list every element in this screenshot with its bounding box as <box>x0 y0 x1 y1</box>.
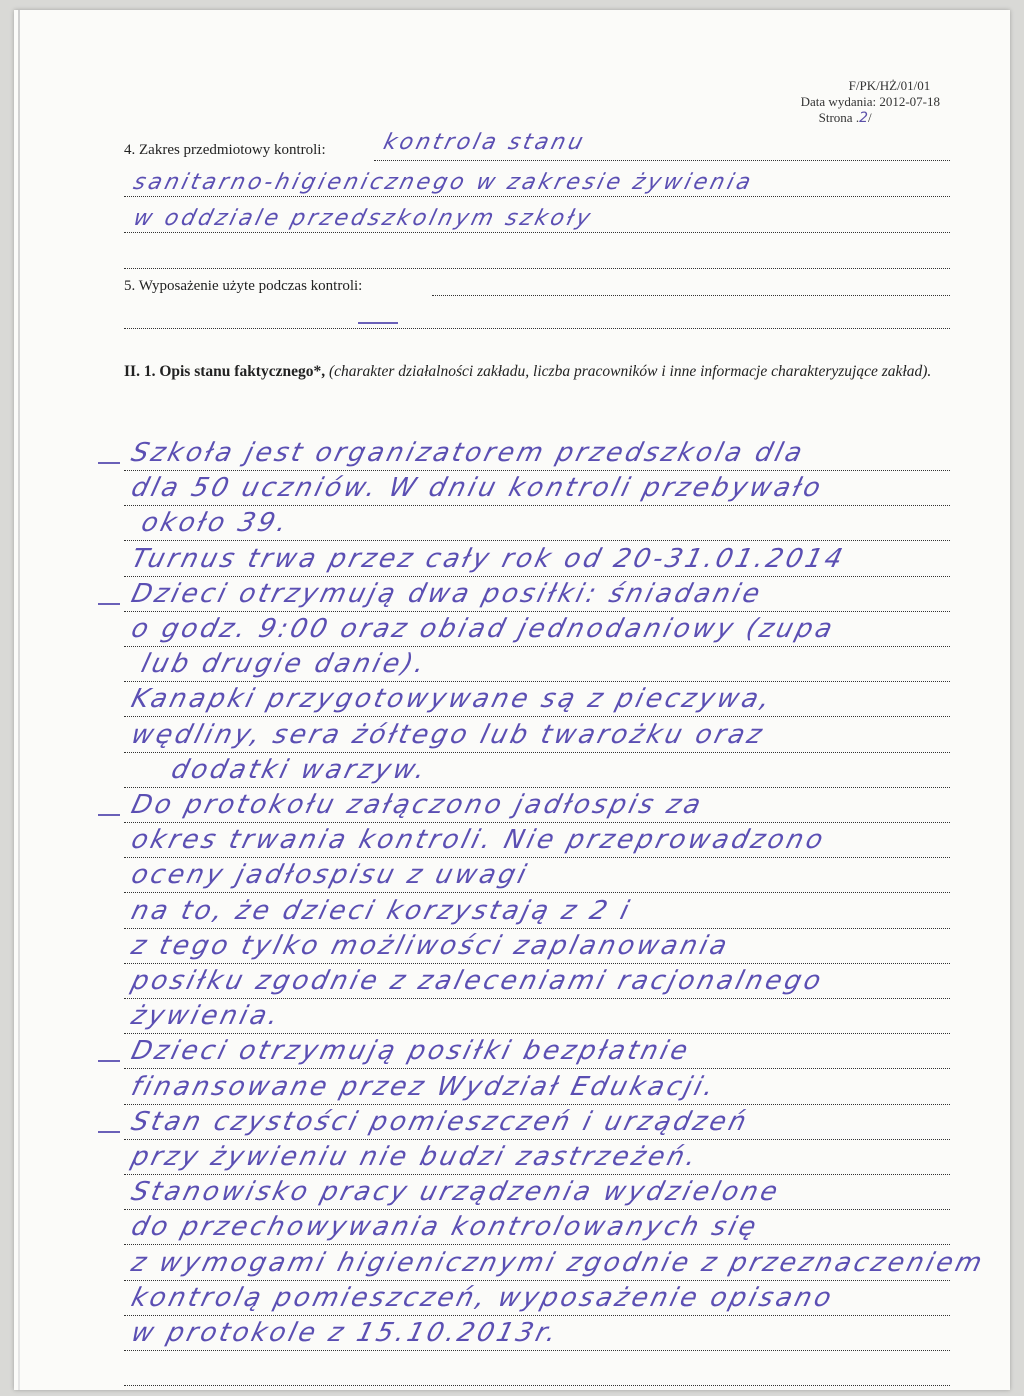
dotted-line <box>124 1174 950 1175</box>
section-4-hand-3: w oddziale przedszkolnym szkoły <box>130 206 596 231</box>
dotted-line <box>124 892 950 893</box>
scan-edge-shadow <box>18 10 20 1390</box>
dotted-line <box>124 857 950 858</box>
handwritten-line: z tego tylko możliwości zaplanowania <box>128 930 733 961</box>
page-sep: / <box>868 110 872 125</box>
dotted-line <box>124 787 950 788</box>
dotted-line <box>124 470 950 471</box>
dotted-line <box>124 1139 950 1140</box>
handwritten-line: finansowane przez Wydział Edukacji. <box>128 1071 720 1102</box>
doc-code: F/PK/HŻ/01/01 <box>848 78 931 93</box>
dotted-line <box>124 1209 950 1210</box>
page-label: Strona . <box>818 110 860 125</box>
dotted-line <box>124 576 950 577</box>
handwritten-dash <box>98 1060 120 1062</box>
handwritten-line: wędliny, sera żółtego lub twarożku oraz <box>128 719 768 750</box>
issue-date: Data wydania: 2012-07-18 <box>800 94 940 109</box>
dotted-line <box>124 268 950 269</box>
handwritten-line: Kanapki przygotowywane są z pieczywa, <box>128 684 776 715</box>
dotted-line <box>124 822 950 823</box>
dotted-line <box>124 963 950 964</box>
handwritten-line: żywienia. <box>128 1001 285 1032</box>
handwritten-line: posiłku zgodnie z zaleceniami racjonalnego <box>128 966 827 996</box>
dotted-line <box>432 295 950 296</box>
handwritten-line: Do protokołu załączono jadłospis za <box>128 790 707 820</box>
page-number: 2 <box>859 110 869 126</box>
document-header <box>801 78 940 126</box>
dotted-line <box>374 160 950 161</box>
dotted-line <box>124 752 950 753</box>
handwritten-line: o godz. 9:00 oraz obiad jednodaniowy (zupa <box>128 614 839 644</box>
dotted-line <box>124 716 950 717</box>
section-5-label: 5. Wyposażenie użyte podczas kontroli: <box>124 278 363 294</box>
handwritten-line: Dzieci otrzymują dwa posiłki: śniadanie <box>128 578 766 609</box>
section-4-label: 4. Zakres przedmiotowy kontroli: <box>124 142 326 158</box>
dotted-line <box>124 1068 950 1069</box>
dotted-line <box>124 646 950 647</box>
handwritten-line: okres trwania kontroli. Nie przeprowadzono <box>128 825 829 856</box>
handwritten-line: przy żywieniu nie budzi zastrzeżeń. <box>128 1142 702 1172</box>
dotted-line <box>124 1315 950 1316</box>
dotted-line <box>124 928 950 929</box>
handwritten-line: Szkoła jest organizatorem przedszkola dla <box>128 438 809 468</box>
handwritten-line: w protokole z 15.10.2013r. <box>128 1318 563 1348</box>
handwritten-line: lub drugie danie). <box>138 649 431 680</box>
page-indicator <box>801 110 940 126</box>
dotted-line <box>124 328 950 329</box>
dotted-line <box>124 998 950 999</box>
dotted-line <box>124 1350 950 1351</box>
dotted-line <box>124 681 950 682</box>
handwritten-line: dodatki warzyw. <box>168 754 432 785</box>
handwritten-line: na to, że dzieci korzystają z 2 i <box>128 895 635 926</box>
dotted-line <box>124 1033 950 1034</box>
dotted-line <box>124 1280 950 1281</box>
handwritten-dash <box>98 603 120 605</box>
handwritten-dash <box>358 322 398 324</box>
dotted-line <box>124 1104 950 1105</box>
section-ii-subtitle: (charakter działalności zakładu, liczba pracowników i inne informacje charakteryzujące zakład). <box>328 363 932 380</box>
section-ii-title: Opis stanu faktycznego*, <box>159 363 326 380</box>
dotted-line <box>124 1385 950 1386</box>
handwritten-line: z wymogami higienicznymi zgodnie z przeznaczeniem <box>128 1247 988 1278</box>
handwritten-line: około 39. <box>138 508 293 539</box>
dotted-line <box>124 196 950 197</box>
handwritten-line: Dzieci otrzymują posiłki bezpłatnie <box>128 1036 694 1067</box>
handwritten-line: Turnus trwa przez cały rok od 20-31.01.2014 <box>128 543 849 574</box>
section-ii-number: II. 1. <box>124 363 156 380</box>
section-4-hand-1: kontrola stanu <box>380 130 589 155</box>
document-page <box>14 10 1010 1390</box>
handwritten-dash <box>98 814 120 816</box>
dotted-line <box>124 611 950 612</box>
handwritten-line: kontrolą pomieszczeń, wyposażenie opisano <box>128 1282 838 1313</box>
section-ii-heading <box>124 362 950 382</box>
handwritten-line: dla 50 uczniów. W dniu kontroli przebywało <box>128 473 827 504</box>
dotted-line <box>124 1244 950 1245</box>
handwritten-line: do przechowywania kontrolowanych się <box>128 1212 762 1243</box>
handwritten-line: Stanowisko pracy urządzenia wydzielone <box>128 1177 784 1208</box>
handwritten-dash <box>98 462 120 464</box>
handwritten-line: Stan czystości pomieszczeń i urządzeń <box>128 1106 753 1137</box>
handwritten-dash <box>98 1131 120 1133</box>
handwritten-line: oceny jadłospisu z uwagi <box>128 860 532 891</box>
dotted-line <box>124 505 950 506</box>
dotted-line <box>124 232 950 233</box>
section-4-hand-2: sanitarno-higienicznego w zakresie żywienia <box>130 170 757 195</box>
dotted-line <box>124 540 950 541</box>
